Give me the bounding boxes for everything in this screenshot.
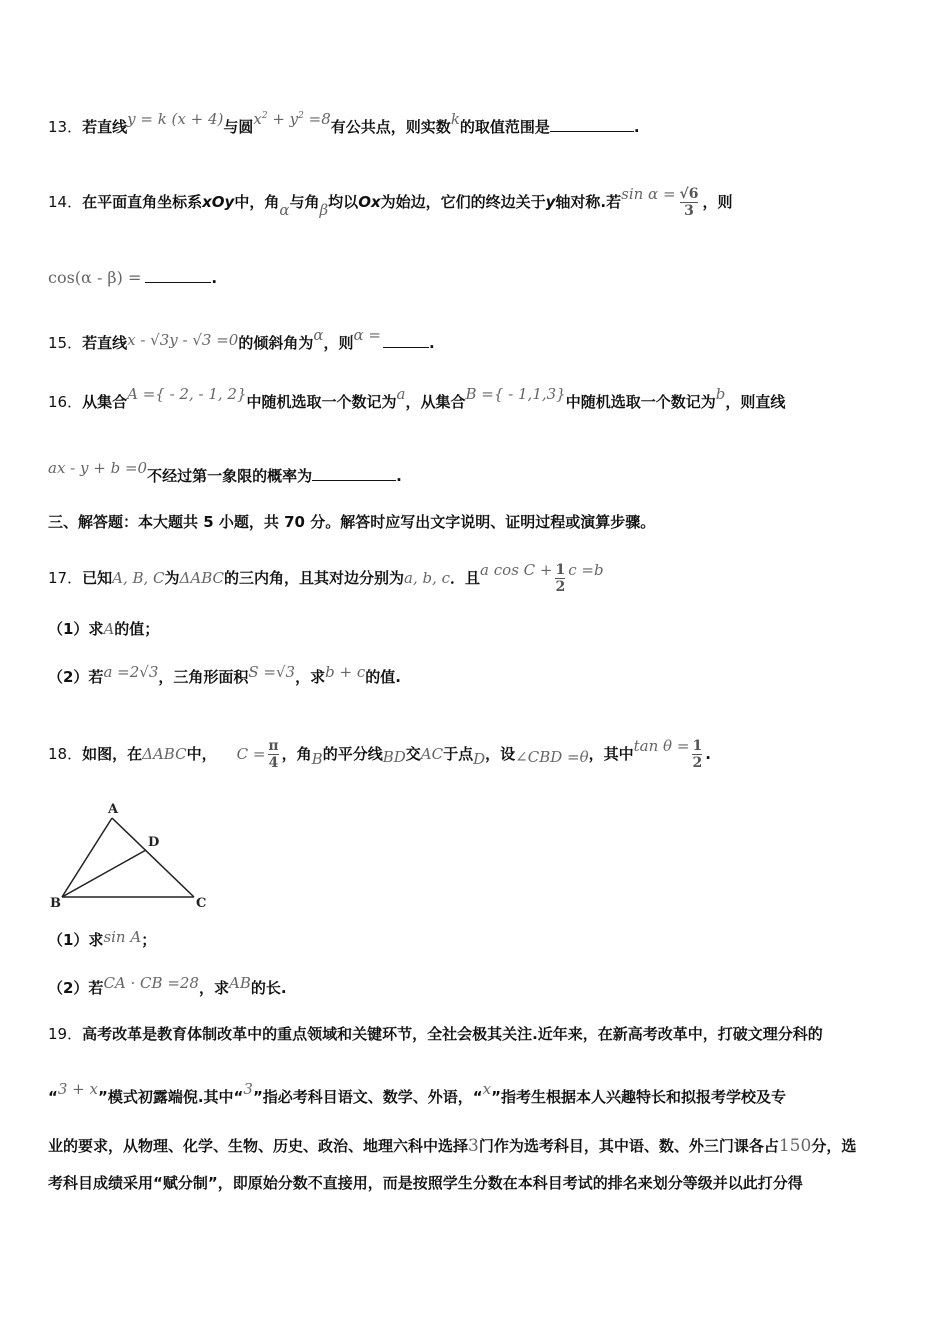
math-expression: BD: [382, 748, 406, 766]
math-expression: AC: [420, 745, 444, 763]
math-expression: B ={ - 1,1,3}: [465, 385, 566, 403]
answer-blank: [145, 268, 211, 283]
question-16: 16．从集合A ={ - 2, - 1, 2}中随机选取一个数记为a，从集合B ={ - 1,1,3}中随机选取一个数记为b，则直线: [48, 385, 786, 411]
math-expression: ax - y + b =0: [48, 459, 148, 477]
question-19: 19．高考改革是教育体制改革中的重点领域和关键环节，全社会极其关注.近年来，在新高考改革中，打破文理分科的: [48, 1025, 823, 1043]
math-expression: CA · CB =28: [103, 974, 199, 992]
bisector-bd: [62, 850, 146, 897]
math-fraction: $\frac{1}{2}$: [555, 562, 566, 595]
question-13: 13．若直线y = k (x + 4)与圆$x^2 + y^2 =8$有公共点，则实数k的取值范围是 .: [48, 110, 640, 136]
math-expression: 150: [778, 1136, 812, 1156]
answer-blank: [383, 333, 429, 348]
math-expression: 3 + x: [57, 1080, 98, 1098]
math-expression: $x^2 + y^2 =8$: [253, 110, 331, 128]
question-number: 13．: [48, 118, 83, 136]
math-expression: sin α =: [621, 185, 676, 203]
vertex-a-label: A: [108, 802, 119, 817]
question-15: 15．若直线x - √3y - √3 =0的倾斜角为α，则α = .: [48, 326, 435, 352]
question-14-line2: cos(α - β) = .: [48, 268, 218, 287]
question-number: 19．: [48, 1025, 83, 1043]
math-expression: c =b: [568, 561, 604, 579]
math-expression: A, B, C: [112, 569, 165, 587]
question-19-line4: 考科目成绩采用“赋分制”，即原始分数不直接用，而是按照学生分数在本科目考试的排名来划分等级并以此打分得: [48, 1174, 803, 1192]
triangle-figure: [44, 796, 224, 914]
math-expression: α: [313, 326, 324, 344]
math-fraction: $\frac{√6}{3}$: [679, 186, 699, 219]
math-expression: B: [311, 750, 323, 768]
math-expression: AB: [229, 974, 251, 992]
math-expression: A ={ - 2, - 1, 2}: [127, 385, 247, 403]
math-expression: a =2√3: [103, 663, 159, 681]
math-expression: ΔABC: [142, 745, 187, 763]
math-expression: 3: [468, 1136, 479, 1156]
question-17-part-2: （2）若a =2√3，三角形面积S =√3，求b + c的值.: [48, 663, 401, 686]
math-expression: ΔABC: [179, 569, 224, 587]
question-number: 17．: [48, 569, 83, 587]
question-number: 15．: [48, 334, 83, 352]
math-expression: α: [279, 201, 290, 219]
question-17-part-1: （1）求A的值；: [48, 620, 160, 638]
section-heading: 三、解答题：本大题共 5 小题，共 70 分。解答时应写出文字说明、证明过程或演算步骤。: [48, 513, 656, 531]
math-expression: ∠CBD =θ: [515, 748, 589, 766]
vertex-b-label: B: [50, 896, 61, 911]
math-expression: b: [715, 385, 726, 403]
question-19-line3: 业的要求，从物理、化学、生物、历史、政治、地理六科中选择3门作为选考科目，其中语、数、外三门课各占150分，选: [48, 1136, 857, 1156]
math-expression: S =√3: [248, 663, 296, 681]
math-expression: b + c: [325, 663, 366, 681]
question-14: 14．在平面直角坐标系xOy中，角α与角β均以Ox为始边，它们的终边关于y轴对称.若sin α = $\frac{√6}{3}$ ，则: [48, 185, 733, 219]
answer-blank: [550, 117, 634, 132]
math-expression: C =: [236, 745, 266, 763]
math-expression: a, b, c: [404, 569, 451, 587]
math-fraction: $\frac{1}{2}$: [692, 738, 703, 771]
math-expression: A: [103, 620, 115, 638]
question-number: 14．: [48, 193, 83, 211]
question-18: 18．如图，在ΔABC中， C = $\frac{\pi}{4}$ ，角B的平分线BD交AC于点D，设∠CBD =θ，其中tan θ = $\frac{1}{2}$ .: [48, 737, 711, 771]
math-expression: β: [319, 201, 329, 219]
question-16-line2: ax - y + b =0不经过第一象限的概率为 .: [48, 459, 402, 485]
side-ab: [62, 818, 112, 897]
vertex-c-label: C: [196, 896, 207, 911]
math-expression: 3: [243, 1080, 253, 1098]
question-18-part-2: （2）若CA · CB =28，求AB的长.: [48, 974, 287, 997]
math-expression: tan θ =: [633, 737, 690, 755]
question-17: 17．已知A, B, C为ΔABC的三内角，且其对边分别为a, b, c．且a cos C + $\frac{1}{2}$ c =b: [48, 561, 604, 595]
math-expression: y = k (x + 4): [127, 110, 224, 128]
point-d-label: D: [148, 835, 160, 850]
math-expression: sin A: [103, 928, 142, 946]
math-expression: a: [396, 385, 406, 403]
math-expression: x - √3y - √3 =0: [127, 331, 239, 349]
side-ac: [112, 818, 194, 897]
math-fraction: $\frac{\pi}{4}$: [268, 738, 279, 771]
question-18-part-1: （1）求sin A；: [48, 928, 157, 949]
question-number: 16．: [48, 393, 83, 411]
question-19-line2: “3 + x”模式初露端倪.其中“3”指必考科目语文、数学、外语，“x”指考生根据本人兴趣特长和拟报考学校及专: [48, 1080, 786, 1106]
math-expression: α =: [353, 326, 381, 344]
math-expression: k: [450, 110, 460, 128]
math-expression: a cos C +: [480, 561, 553, 579]
answer-blank: [312, 466, 396, 481]
math-expression: x: [482, 1080, 492, 1098]
math-expression: D: [473, 750, 486, 768]
question-number: 18．: [48, 745, 83, 763]
math-expression: cos(α - β) =: [48, 268, 142, 287]
